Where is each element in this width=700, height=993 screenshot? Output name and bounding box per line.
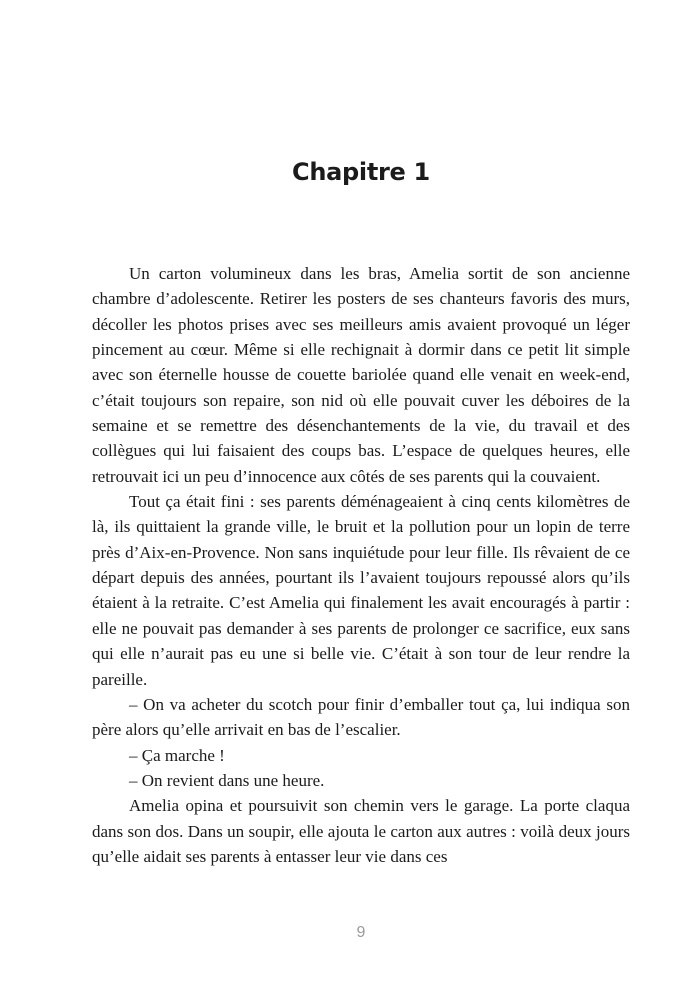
- page-number: 9: [356, 924, 366, 941]
- paragraph-3: Amelia opina et poursuivit son chemin vers le garage. La porte claqua dans son dos. Dans un soupir, elle ajouta le carton aux autres : voilà deux jours qu’elle aidait ses parents à entasser leur vie dans ces: [92, 796, 630, 866]
- chapter-title: Chapitre 1: [292, 158, 430, 186]
- paragraph-dialogue-3: – On revient dans une heure.: [129, 770, 325, 790]
- paragraph-1: Un carton volumineux dans les bras, Amelia sortit de son ancienne chambre d’adolescente. Retirer les posters de ses chanteurs favoris des murs, décoller les photos prises avec ses meilleurs amis avaient provoqué un léger pincement au cœur. Même si elle rechignait à dormir dans ce petit lit simple avec son éternelle housse de couette bariolée quand elle venait en week-end, c’était toujours son repaire, son nid où elle pouvait cuver les déboires de la semaine et se remettre des désenchantements de la vie, du travail et des collègues qui lui faisaient des coups bas. L’espace de quelques heures, elle retrouvait ici un peu d’innocence aux côtés de ses parents qui la couvaient.: [92, 264, 630, 486]
- paragraph-dialogue-2: – Ça marche !: [129, 745, 225, 765]
- paragraph-2: Tout ça était fini : ses parents déménageaient à cinq cents kilomètres de là, ils quittaient la grande ville, le bruit et la pollution pour un lopin de terre près d’Aix-en-Provence. Non sans inquiétude pour leur fille. Ils rêvaient de ce départ depuis des années, pourtant ils l’avaient toujours repoussé alors qu’ils étaient à la retraite. C’est Amelia qui finalement les avait encouragés à partir : elle ne pouvait pas demander à ses parents de prolonger ce sacrifice, eux sans qui elle n’aurait pas eu une si belle vie. C’était à son tour de leur rendre la pareille.: [92, 492, 630, 689]
- body-text: [92, 261, 630, 869]
- paragraph-dialogue-1: – On va acheter du scotch pour finir d’emballer tout ça, lui indiqua son père alors qu’elle arrivait en bas de l’escalier.: [92, 694, 630, 740]
